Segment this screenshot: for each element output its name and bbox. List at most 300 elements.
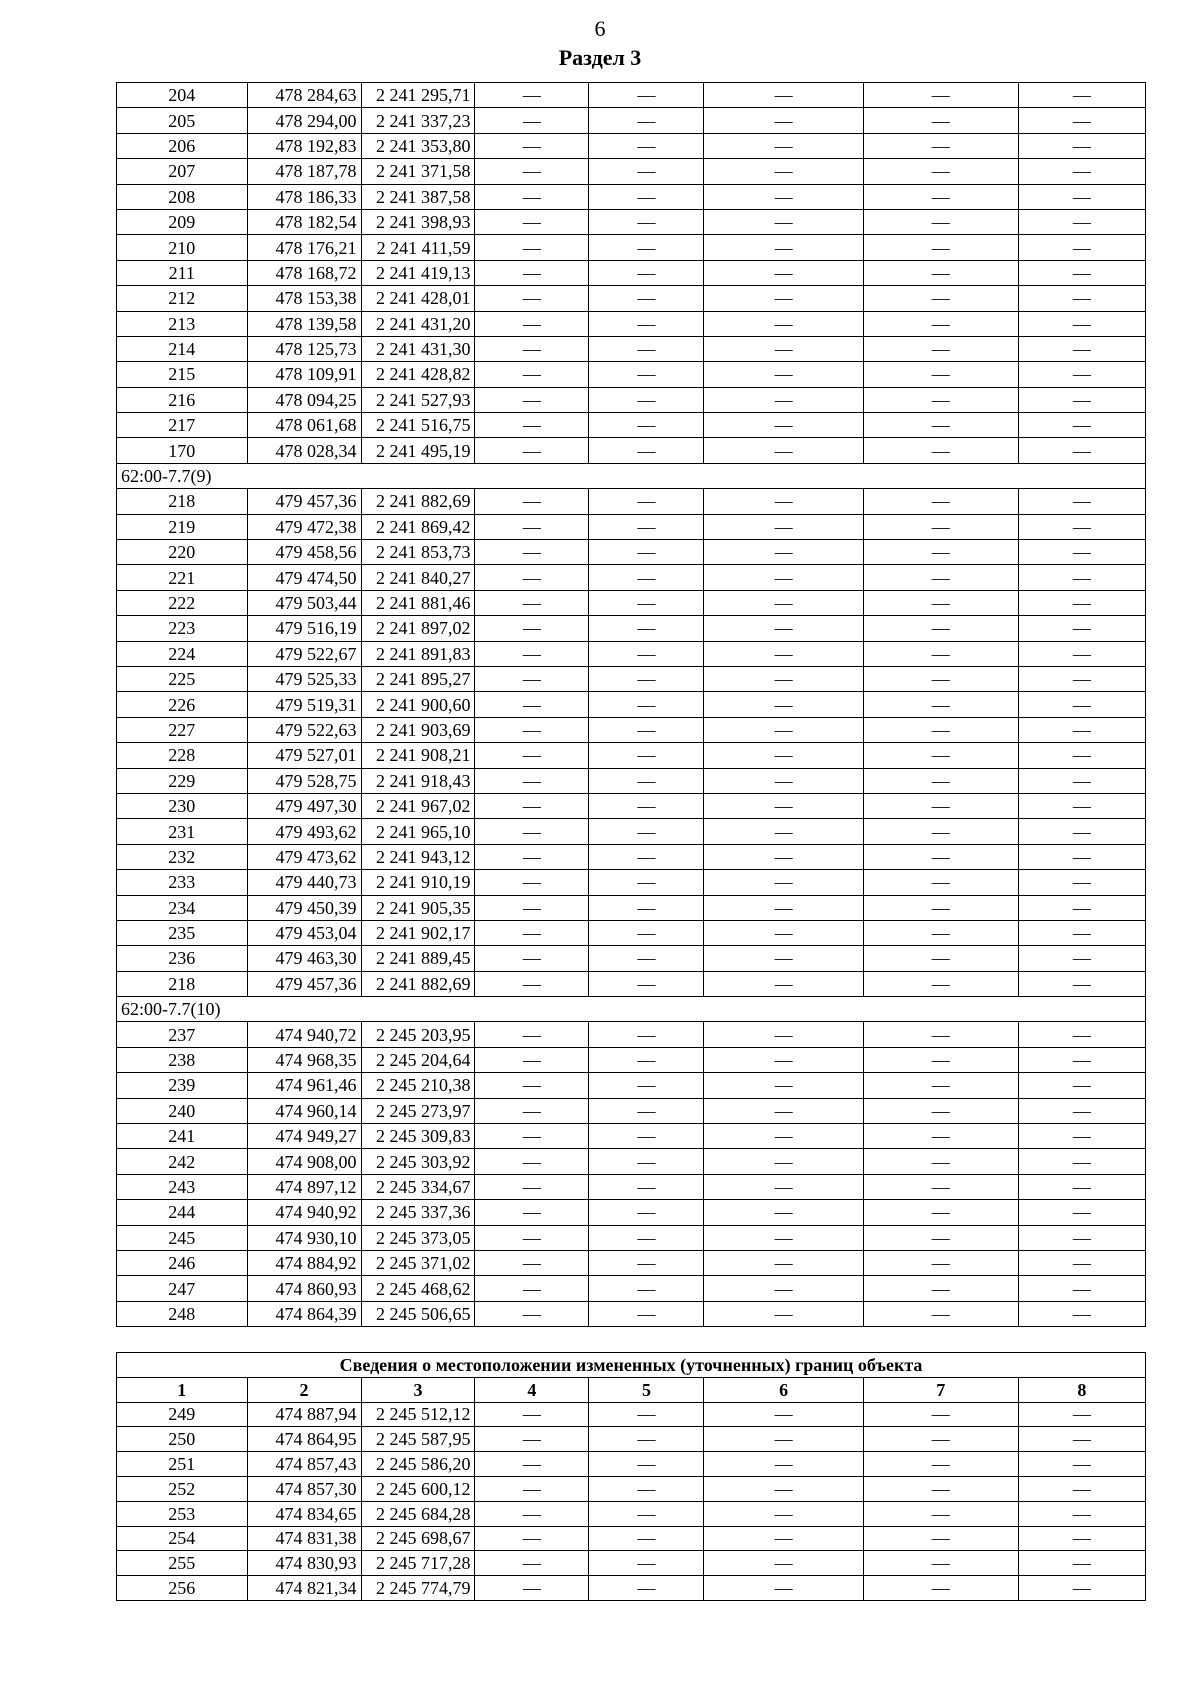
empty-value-cell: — <box>475 1124 589 1149</box>
empty-value-cell: — <box>589 1476 704 1501</box>
empty-value-cell: — <box>863 1149 1018 1174</box>
empty-value-cell: — <box>589 1250 704 1275</box>
empty-value-cell: — <box>863 108 1018 133</box>
empty-value-cell: — <box>1018 743 1145 768</box>
empty-value-cell: — <box>1018 565 1145 590</box>
empty-value-cell: — <box>863 920 1018 945</box>
empty-value-cell: — <box>1018 387 1145 412</box>
empty-value-cell: — <box>1018 1200 1145 1225</box>
x-coordinate-cell: 478 153,38 <box>247 286 361 311</box>
y-coordinate-cell: 2 241 889,45 <box>361 946 475 971</box>
empty-value-cell: — <box>704 159 863 184</box>
x-coordinate-cell: 478 186,33 <box>247 184 361 209</box>
y-coordinate-cell: 2 245 334,67 <box>361 1174 475 1199</box>
empty-value-cell: — <box>1018 616 1145 641</box>
empty-value-cell: — <box>475 1022 589 1047</box>
empty-value-cell: — <box>475 895 589 920</box>
empty-value-cell: — <box>589 387 704 412</box>
table-row <box>117 133 1146 158</box>
x-coordinate-cell: 479 525,33 <box>247 666 361 691</box>
y-coordinate-cell: 2 241 840,27 <box>361 565 475 590</box>
empty-value-cell: — <box>589 133 704 158</box>
point-number-cell: 252 <box>117 1476 248 1501</box>
empty-value-cell: — <box>475 514 589 539</box>
x-coordinate-cell: 479 472,38 <box>247 514 361 539</box>
empty-value-cell: — <box>475 844 589 869</box>
x-coordinate-cell: 478 294,00 <box>247 108 361 133</box>
empty-value-cell: — <box>475 870 589 895</box>
y-coordinate-cell: 2 245 506,65 <box>361 1301 475 1326</box>
empty-value-cell: — <box>475 1276 589 1301</box>
table-row <box>117 184 1146 209</box>
point-number-cell: 224 <box>117 641 248 666</box>
empty-value-cell: — <box>589 565 704 590</box>
empty-value-cell: — <box>475 717 589 742</box>
empty-value-cell: — <box>475 1301 589 1326</box>
y-coordinate-cell: 2 245 468,62 <box>361 1276 475 1301</box>
y-coordinate-cell: 2 241 431,30 <box>361 336 475 361</box>
empty-value-cell: — <box>589 514 704 539</box>
empty-value-cell: — <box>704 1402 863 1427</box>
table-row <box>117 1276 1146 1301</box>
y-coordinate-cell: 2 245 204,64 <box>361 1047 475 1072</box>
x-coordinate-cell: 474 949,27 <box>247 1124 361 1149</box>
empty-value-cell: — <box>589 311 704 336</box>
y-coordinate-cell: 2 245 717,28 <box>361 1551 475 1576</box>
empty-value-cell: — <box>589 286 704 311</box>
y-coordinate-cell: 2 245 586,20 <box>361 1452 475 1477</box>
empty-value-cell: — <box>704 83 863 108</box>
empty-value-cell: — <box>475 311 589 336</box>
table-row <box>117 1022 1146 1047</box>
empty-value-cell: — <box>704 870 863 895</box>
empty-value-cell: — <box>589 1427 704 1452</box>
y-coordinate-cell: 2 245 684,28 <box>361 1501 475 1526</box>
point-number-cell: 205 <box>117 108 248 133</box>
empty-value-cell: — <box>863 1476 1018 1501</box>
empty-value-cell: — <box>863 387 1018 412</box>
column-number-header: 6 <box>704 1377 863 1402</box>
empty-value-cell: — <box>589 692 704 717</box>
empty-value-cell: — <box>1018 870 1145 895</box>
y-coordinate-cell: 2 241 411,59 <box>361 235 475 260</box>
y-coordinate-cell: 2 245 273,97 <box>361 1098 475 1123</box>
empty-value-cell: — <box>1018 311 1145 336</box>
empty-value-cell: — <box>589 1200 704 1225</box>
point-number-cell: 234 <box>117 895 248 920</box>
empty-value-cell: — <box>863 1225 1018 1250</box>
empty-value-cell: — <box>863 489 1018 514</box>
point-number-cell: 245 <box>117 1225 248 1250</box>
empty-value-cell: — <box>704 1047 863 1072</box>
empty-value-cell: — <box>704 108 863 133</box>
empty-value-cell: — <box>863 666 1018 691</box>
table-row <box>117 159 1146 184</box>
empty-value-cell: — <box>863 1427 1018 1452</box>
group-header-row <box>117 997 1146 1022</box>
x-coordinate-cell: 479 497,30 <box>247 793 361 818</box>
table-row <box>117 641 1146 666</box>
table-row <box>117 209 1146 234</box>
empty-value-cell: — <box>589 844 704 869</box>
empty-value-cell: — <box>704 1452 863 1477</box>
empty-value-cell: — <box>1018 895 1145 920</box>
empty-value-cell: — <box>475 1576 589 1601</box>
empty-value-cell: — <box>704 540 863 565</box>
empty-value-cell: — <box>475 260 589 285</box>
empty-value-cell: — <box>704 1427 863 1452</box>
point-number-cell: 232 <box>117 844 248 869</box>
table-row <box>117 870 1146 895</box>
empty-value-cell: — <box>589 1022 704 1047</box>
empty-value-cell: — <box>1018 1276 1145 1301</box>
empty-value-cell: — <box>1018 666 1145 691</box>
table-row <box>117 590 1146 615</box>
y-coordinate-cell: 2 241 891,83 <box>361 641 475 666</box>
empty-value-cell: — <box>589 1452 704 1477</box>
empty-value-cell: — <box>1018 438 1145 463</box>
empty-value-cell: — <box>589 1124 704 1149</box>
table-row <box>117 1427 1146 1452</box>
column-number-header: 8 <box>1018 1377 1145 1402</box>
point-number-cell: 218 <box>117 971 248 996</box>
table-row <box>117 844 1146 869</box>
y-coordinate-cell: 2 241 869,42 <box>361 514 475 539</box>
y-coordinate-cell: 2 241 900,60 <box>361 692 475 717</box>
empty-value-cell: — <box>1018 1551 1145 1576</box>
point-number-cell: 226 <box>117 692 248 717</box>
point-number-cell: 211 <box>117 260 248 285</box>
empty-value-cell: — <box>589 1276 704 1301</box>
point-number-cell: 256 <box>117 1576 248 1601</box>
empty-value-cell: — <box>704 590 863 615</box>
empty-value-cell: — <box>589 971 704 996</box>
coordinates-table <box>116 82 1146 1327</box>
y-coordinate-cell: 2 245 203,95 <box>361 1022 475 1047</box>
table-row <box>117 1047 1146 1072</box>
empty-value-cell: — <box>1018 489 1145 514</box>
empty-value-cell: — <box>704 1276 863 1301</box>
x-coordinate-cell: 479 474,50 <box>247 565 361 590</box>
empty-value-cell: — <box>704 1476 863 1501</box>
empty-value-cell: — <box>589 235 704 260</box>
point-number-cell: 213 <box>117 311 248 336</box>
empty-value-cell: — <box>1018 1174 1145 1199</box>
empty-value-cell: — <box>475 1551 589 1576</box>
empty-value-cell: — <box>1018 1501 1145 1526</box>
empty-value-cell: — <box>863 870 1018 895</box>
point-number-cell: 222 <box>117 590 248 615</box>
empty-value-cell: — <box>589 1174 704 1199</box>
empty-value-cell: — <box>589 108 704 133</box>
table-row <box>117 1452 1146 1477</box>
point-number-cell: 225 <box>117 666 248 691</box>
empty-value-cell: — <box>475 1427 589 1452</box>
point-number-cell: 254 <box>117 1526 248 1551</box>
empty-value-cell: — <box>475 1225 589 1250</box>
empty-value-cell: — <box>589 793 704 818</box>
empty-value-cell: — <box>589 489 704 514</box>
x-coordinate-cell: 479 493,62 <box>247 819 361 844</box>
empty-value-cell: — <box>863 768 1018 793</box>
table-row <box>117 1149 1146 1174</box>
point-number-cell: 246 <box>117 1250 248 1275</box>
table-row <box>117 946 1146 971</box>
empty-value-cell: — <box>704 920 863 945</box>
empty-value-cell: — <box>704 1200 863 1225</box>
empty-value-cell: — <box>1018 920 1145 945</box>
table-row <box>117 286 1146 311</box>
point-number-cell: 249 <box>117 1402 248 1427</box>
empty-value-cell: — <box>475 362 589 387</box>
y-coordinate-cell: 2 245 337,36 <box>361 1200 475 1225</box>
empty-value-cell: — <box>475 159 589 184</box>
y-coordinate-cell: 2 245 587,95 <box>361 1427 475 1452</box>
empty-value-cell: — <box>863 590 1018 615</box>
empty-value-cell: — <box>704 1225 863 1250</box>
empty-value-cell: — <box>475 489 589 514</box>
table-row <box>117 1174 1146 1199</box>
x-coordinate-cell: 479 458,56 <box>247 540 361 565</box>
table-row <box>117 1576 1146 1601</box>
table-row <box>117 362 1146 387</box>
table-row <box>117 717 1146 742</box>
table-row <box>117 387 1146 412</box>
empty-value-cell: — <box>1018 1022 1145 1047</box>
table-row <box>117 336 1146 361</box>
empty-value-cell: — <box>704 133 863 158</box>
table-row <box>117 83 1146 108</box>
empty-value-cell: — <box>863 1098 1018 1123</box>
empty-value-cell: — <box>704 1124 863 1149</box>
empty-value-cell: — <box>1018 971 1145 996</box>
x-coordinate-cell: 474 930,10 <box>247 1225 361 1250</box>
table-row <box>117 438 1146 463</box>
column-number-row <box>117 1377 1146 1402</box>
table-row <box>117 1501 1146 1526</box>
empty-value-cell: — <box>1018 1047 1145 1072</box>
empty-value-cell: — <box>1018 1149 1145 1174</box>
empty-value-cell: — <box>863 1124 1018 1149</box>
empty-value-cell: — <box>863 1526 1018 1551</box>
point-number-cell: 255 <box>117 1551 248 1576</box>
y-coordinate-cell: 2 241 910,19 <box>361 870 475 895</box>
y-coordinate-cell: 2 241 353,80 <box>361 133 475 158</box>
x-coordinate-cell: 474 864,39 <box>247 1301 361 1326</box>
empty-value-cell: — <box>863 1073 1018 1098</box>
table-row <box>117 1250 1146 1275</box>
empty-value-cell: — <box>589 1225 704 1250</box>
empty-value-cell: — <box>475 590 589 615</box>
empty-value-cell: — <box>704 1501 863 1526</box>
empty-value-cell: — <box>863 971 1018 996</box>
empty-value-cell: — <box>1018 540 1145 565</box>
empty-value-cell: — <box>863 1250 1018 1275</box>
empty-value-cell: — <box>863 438 1018 463</box>
empty-value-cell: — <box>704 666 863 691</box>
table-row <box>117 895 1146 920</box>
point-number-cell: 241 <box>117 1124 248 1149</box>
x-coordinate-cell: 474 961,46 <box>247 1073 361 1098</box>
empty-value-cell: — <box>704 1073 863 1098</box>
empty-value-cell: — <box>1018 793 1145 818</box>
x-coordinate-cell: 479 463,30 <box>247 946 361 971</box>
x-coordinate-cell: 474 940,72 <box>247 1022 361 1047</box>
empty-value-cell: — <box>704 692 863 717</box>
x-coordinate-cell: 478 061,68 <box>247 413 361 438</box>
empty-value-cell: — <box>1018 1250 1145 1275</box>
point-number-cell: 240 <box>117 1098 248 1123</box>
point-number-cell: 214 <box>117 336 248 361</box>
table-row <box>117 1551 1146 1576</box>
x-coordinate-cell: 479 522,67 <box>247 641 361 666</box>
y-coordinate-cell: 2 245 373,05 <box>361 1225 475 1250</box>
empty-value-cell: — <box>863 260 1018 285</box>
empty-value-cell: — <box>1018 1073 1145 1098</box>
table-row <box>117 819 1146 844</box>
empty-value-cell: — <box>1018 260 1145 285</box>
point-number-cell: 215 <box>117 362 248 387</box>
empty-value-cell: — <box>863 1047 1018 1072</box>
table-row <box>117 540 1146 565</box>
x-coordinate-cell: 478 028,34 <box>247 438 361 463</box>
empty-value-cell: — <box>863 692 1018 717</box>
x-coordinate-cell: 474 864,95 <box>247 1427 361 1452</box>
empty-value-cell: — <box>704 895 863 920</box>
table-row <box>117 692 1146 717</box>
empty-value-cell: — <box>704 311 863 336</box>
empty-value-cell: — <box>589 336 704 361</box>
point-number-cell: 233 <box>117 870 248 895</box>
empty-value-cell: — <box>704 768 863 793</box>
y-coordinate-cell: 2 241 428,82 <box>361 362 475 387</box>
section-title: Раздел 3 <box>558 45 642 70</box>
x-coordinate-cell: 479 457,36 <box>247 489 361 514</box>
empty-value-cell: — <box>589 717 704 742</box>
x-coordinate-cell: 479 516,19 <box>247 616 361 641</box>
y-coordinate-cell: 2 241 965,10 <box>361 819 475 844</box>
y-coordinate-cell: 2 241 398,93 <box>361 209 475 234</box>
y-coordinate-cell: 2 245 309,83 <box>361 1124 475 1149</box>
empty-value-cell: — <box>475 565 589 590</box>
empty-value-cell: — <box>589 590 704 615</box>
x-coordinate-cell: 474 968,35 <box>247 1047 361 1072</box>
y-coordinate-cell: 2 241 387,58 <box>361 184 475 209</box>
table-row <box>117 1225 1146 1250</box>
empty-value-cell: — <box>863 286 1018 311</box>
empty-value-cell: — <box>1018 184 1145 209</box>
empty-value-cell: — <box>704 438 863 463</box>
empty-value-cell: — <box>589 438 704 463</box>
empty-value-cell: — <box>589 260 704 285</box>
x-coordinate-cell: 479 503,44 <box>247 590 361 615</box>
empty-value-cell: — <box>863 336 1018 361</box>
x-coordinate-cell: 479 522,63 <box>247 717 361 742</box>
empty-value-cell: — <box>1018 768 1145 793</box>
y-coordinate-cell: 2 241 495,19 <box>361 438 475 463</box>
empty-value-cell: — <box>475 83 589 108</box>
empty-value-cell: — <box>704 387 863 412</box>
empty-value-cell: — <box>475 387 589 412</box>
y-coordinate-cell: 2 245 371,02 <box>361 1250 475 1275</box>
table-row <box>117 666 1146 691</box>
y-coordinate-cell: 2 241 882,69 <box>361 489 475 514</box>
point-number-cell: 218 <box>117 489 248 514</box>
empty-value-cell: — <box>704 1022 863 1047</box>
table-row <box>117 616 1146 641</box>
column-number-header: 5 <box>589 1377 704 1402</box>
empty-value-cell: — <box>589 83 704 108</box>
y-coordinate-cell: 2 245 512,12 <box>361 1402 475 1427</box>
point-number-cell: 209 <box>117 209 248 234</box>
empty-value-cell: — <box>475 108 589 133</box>
table-row <box>117 971 1146 996</box>
empty-value-cell: — <box>704 616 863 641</box>
y-coordinate-cell: 2 241 908,21 <box>361 743 475 768</box>
empty-value-cell: — <box>1018 209 1145 234</box>
empty-value-cell: — <box>475 971 589 996</box>
table-row <box>117 413 1146 438</box>
group-header-cell: 62:00-7.7(10) <box>117 997 1146 1022</box>
empty-value-cell: — <box>589 413 704 438</box>
empty-value-cell: — <box>704 209 863 234</box>
point-number-cell: 247 <box>117 1276 248 1301</box>
y-coordinate-cell: 2 241 527,93 <box>361 387 475 412</box>
empty-value-cell: — <box>475 1501 589 1526</box>
empty-value-cell: — <box>863 362 1018 387</box>
empty-value-cell: — <box>1018 692 1145 717</box>
point-number-cell: 235 <box>117 920 248 945</box>
empty-value-cell: — <box>1018 108 1145 133</box>
empty-value-cell: — <box>704 413 863 438</box>
table-row <box>117 1073 1146 1098</box>
empty-value-cell: — <box>1018 844 1145 869</box>
y-coordinate-cell: 2 241 431,20 <box>361 311 475 336</box>
empty-value-cell: — <box>589 1301 704 1326</box>
point-number-cell: 204 <box>117 83 248 108</box>
empty-value-cell: — <box>475 1200 589 1225</box>
empty-value-cell: — <box>589 362 704 387</box>
point-number-cell: 242 <box>117 1149 248 1174</box>
column-number-header: 7 <box>863 1377 1018 1402</box>
point-number-cell: 248 <box>117 1301 248 1326</box>
empty-value-cell: — <box>475 438 589 463</box>
x-coordinate-cell: 474 830,93 <box>247 1551 361 1576</box>
empty-value-cell: — <box>863 1501 1018 1526</box>
point-number-cell: 206 <box>117 133 248 158</box>
empty-value-cell: — <box>589 1526 704 1551</box>
x-coordinate-cell: 478 139,58 <box>247 311 361 336</box>
empty-value-cell: — <box>589 1501 704 1526</box>
table-row <box>117 1476 1146 1501</box>
empty-value-cell: — <box>589 540 704 565</box>
empty-value-cell: — <box>589 743 704 768</box>
x-coordinate-cell: 479 473,62 <box>247 844 361 869</box>
empty-value-cell: — <box>1018 159 1145 184</box>
empty-value-cell: — <box>863 819 1018 844</box>
empty-value-cell: — <box>1018 946 1145 971</box>
table-row <box>117 235 1146 260</box>
empty-value-cell: — <box>704 286 863 311</box>
point-number-cell: 217 <box>117 413 248 438</box>
empty-value-cell: — <box>1018 590 1145 615</box>
x-coordinate-cell: 478 187,78 <box>247 159 361 184</box>
empty-value-cell: — <box>704 793 863 818</box>
empty-value-cell: — <box>475 946 589 971</box>
empty-value-cell: — <box>589 895 704 920</box>
y-coordinate-cell: 2 241 967,02 <box>361 793 475 818</box>
point-number-cell: 250 <box>117 1427 248 1452</box>
